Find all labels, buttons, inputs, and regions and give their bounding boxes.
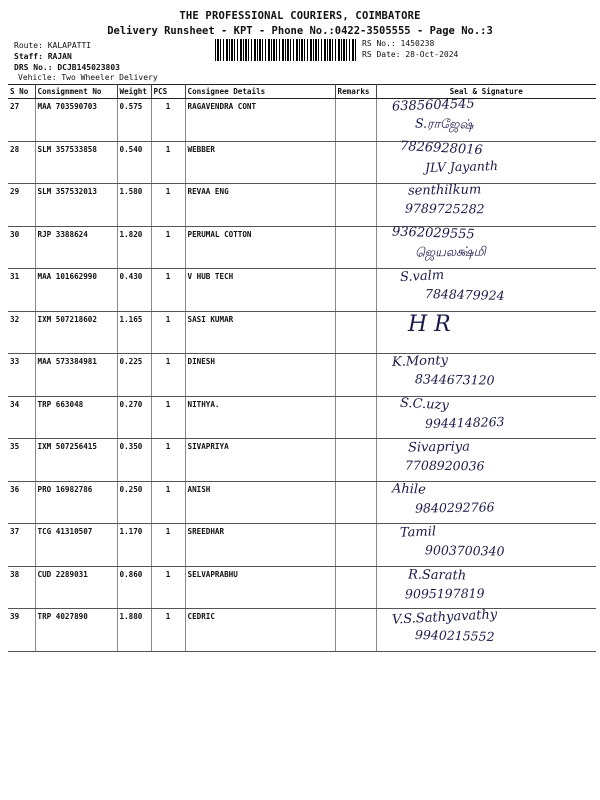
row-consignment-no: MAA 573384981: [35, 354, 117, 397]
rs-no-value: 1450238: [400, 39, 435, 48]
staff-value: RAJAN: [47, 52, 72, 61]
handwritten-signature: Tamil: [399, 524, 437, 541]
row-pcs: 1: [151, 354, 185, 397]
row-weight: 0.270: [117, 396, 151, 439]
row-remarks: [335, 269, 376, 312]
row-consignment-no: TRP 4027890: [35, 609, 117, 652]
vehicle-line: [18, 73, 158, 84]
row-sno: 30: [8, 226, 35, 269]
row-weight: 0.250: [117, 481, 151, 524]
table-row: [8, 99, 596, 142]
handwritten-phone: ஜெயலக்ஷ்மி: [414, 243, 487, 260]
row-consignee: PERUMAL COTTON: [185, 226, 335, 269]
handwritten-phone: 9940215552: [414, 627, 495, 645]
table-row: [8, 396, 596, 439]
col-header-signature: Seal & Signature: [376, 85, 596, 99]
col-header-sno: S No: [8, 85, 35, 99]
row-sno: 28: [8, 141, 35, 184]
row-weight: 0.860: [117, 566, 151, 609]
handwritten-phone: 9095197819: [404, 585, 485, 602]
row-sno: 29: [8, 184, 35, 227]
row-consignment-no: IXM 507218602: [35, 311, 117, 354]
row-weight: 0.575: [117, 99, 151, 142]
row-remarks: [335, 226, 376, 269]
staff-line: [14, 52, 72, 63]
rs-date-label: RS Date:: [362, 50, 401, 59]
col-header-remarks: Remarks: [335, 85, 376, 99]
row-remarks: [335, 141, 376, 184]
row-remarks: [335, 566, 376, 609]
row-consignee: REVAA ENG: [185, 184, 335, 227]
table-row: [8, 184, 596, 227]
row-remarks: [335, 99, 376, 142]
runsheet-subtitle: Delivery Runsheet - KPT - Phone No.:0422-3505555 - Page No.:3: [107, 25, 493, 37]
row-remarks: [335, 396, 376, 439]
barcode-image: [215, 39, 357, 61]
handwritten-signature: 6385604545: [391, 96, 475, 115]
table-row: [8, 439, 596, 482]
row-sno: 31: [8, 269, 35, 312]
row-consignment-no: SLM 357533858: [35, 141, 117, 184]
table-row: [8, 269, 596, 312]
handwritten-phone: 9840292766: [414, 499, 495, 516]
handwritten-phone: 9944148263: [424, 413, 505, 431]
row-consignment-no: TRP 663048: [35, 396, 117, 439]
row-weight: 0.430: [117, 269, 151, 312]
handwritten-signature: 9362029555: [391, 224, 475, 243]
row-consignee: DINESH: [185, 354, 335, 397]
row-consignment-no: IXM 507256415: [35, 439, 117, 482]
handwritten-signature: Ahile: [391, 481, 427, 498]
rs-date-value: 28-Oct-2024: [405, 50, 459, 59]
row-remarks: [335, 184, 376, 227]
col-header-consignee: Consignee Details: [185, 85, 335, 99]
row-remarks: [335, 524, 376, 567]
row-pcs: 1: [151, 396, 185, 439]
table-row: [8, 226, 596, 269]
row-sno: 34: [8, 396, 35, 439]
row-consignment-no: MAA 703590703: [35, 99, 117, 142]
handwritten-phone: 7848479924: [424, 285, 505, 303]
row-consignee: SREEDHAR: [185, 524, 335, 567]
vehicle-label: Vehicle:: [18, 73, 57, 82]
row-sno: 27: [8, 99, 35, 142]
row-consignment-no: TCG 41310507: [35, 524, 117, 567]
drs-value: DCJB14502380З: [57, 63, 120, 72]
rs-date-line: [362, 50, 458, 61]
table-row: [8, 524, 596, 567]
row-pcs: 1: [151, 311, 185, 354]
row-consignment-no: RJP 3388624: [35, 226, 117, 269]
row-pcs: 1: [151, 524, 185, 567]
row-remarks: [335, 311, 376, 354]
row-pcs: 1: [151, 481, 185, 524]
row-remarks: [335, 354, 376, 397]
row-consignee: ANISH: [185, 481, 335, 524]
col-header-weight: Weight: [117, 85, 151, 99]
table-header-row: [8, 85, 596, 99]
row-weight: 1.820: [117, 226, 151, 269]
row-consignee: V HUB TECH: [185, 269, 335, 312]
row-consignee: NITHYA.: [185, 396, 335, 439]
handwritten-phone: 8344673120: [414, 371, 495, 388]
row-remarks: [335, 609, 376, 652]
row-pcs: 1: [151, 439, 185, 482]
table-row: [8, 566, 596, 609]
vehicle-value: Two Wheeler Delivery: [61, 73, 158, 82]
rs-no-label: RS No.:: [362, 39, 396, 48]
row-weight: 0.540: [117, 141, 151, 184]
row-weight: 0.350: [117, 439, 151, 482]
handwritten-signature: S.valm: [399, 267, 445, 285]
row-consignment-no: CUD 2289031: [35, 566, 117, 609]
row-pcs: 1: [151, 226, 185, 269]
table-row: [8, 354, 596, 397]
row-sno: 37: [8, 524, 35, 567]
row-consignee: SASI KUMAR: [185, 311, 335, 354]
row-consignee: WEBBER: [185, 141, 335, 184]
row-weight: 0.225: [117, 354, 151, 397]
row-weight: 1.880: [117, 609, 151, 652]
rs-no-line: [362, 39, 434, 50]
row-sno: 32: [8, 311, 35, 354]
row-pcs: 1: [151, 99, 185, 142]
handwritten-signature: V.S.Sathyavathy: [391, 607, 498, 629]
row-sno: 38: [8, 566, 35, 609]
row-weight: 1.165: [117, 311, 151, 354]
handwritten-signature: Sivapriya: [407, 439, 471, 456]
handwritten-signature: R.Sarath: [407, 567, 467, 584]
col-header-consignment: Consignment No: [35, 85, 117, 99]
row-sno: 35: [8, 439, 35, 482]
row-consignee: SIVAPRIYA: [185, 439, 335, 482]
row-consignment-no: MAA 101662990: [35, 269, 117, 312]
row-weight: 1.580: [117, 184, 151, 227]
row-pcs: 1: [151, 566, 185, 609]
row-remarks: [335, 439, 376, 482]
row-pcs: 1: [151, 269, 185, 312]
row-sno: 39: [8, 609, 35, 652]
handwritten-signature: H R: [408, 311, 451, 337]
row-consignment-no: SLM 357532013: [35, 184, 117, 227]
drs-label: DRS No.:: [14, 63, 53, 72]
route-label: Route:: [14, 41, 43, 50]
row-pcs: 1: [151, 609, 185, 652]
row-pcs: 1: [151, 141, 185, 184]
handwritten-phone: 7708920036: [404, 457, 485, 473]
runsheet-table: [8, 84, 596, 652]
handwritten-signature: S.C.uzy: [399, 395, 450, 414]
drs-line: [14, 63, 120, 74]
col-header-pcs: PCS: [151, 85, 185, 99]
handwritten-signature: 7826928016: [399, 138, 484, 158]
row-consignee: RAGAVENDRA CONT: [185, 99, 335, 142]
row-weight: 1.170: [117, 524, 151, 567]
table-row: [8, 481, 596, 524]
row-consignee: CEDRIC: [185, 609, 335, 652]
runsheet-title: THE PROFESSIONAL COURIERS, COIMBATORE: [179, 10, 421, 22]
handwritten-phone: JLV Jayanth: [424, 157, 499, 175]
row-pcs: 1: [151, 184, 185, 227]
handwritten-phone: 9003700340: [424, 542, 505, 559]
handwritten-phone: S.ராஜேஷ்: [414, 115, 474, 132]
row-remarks: [335, 481, 376, 524]
row-sno: 36: [8, 481, 35, 524]
handwritten-signature: K.Monty: [391, 353, 449, 371]
staff-label: Staff:: [14, 52, 43, 61]
table-row: [8, 609, 596, 652]
row-consignee: SELVAPRABHU: [185, 566, 335, 609]
handwritten-phone: 9789725282: [404, 201, 485, 217]
row-consignment-no: PRO 16982786: [35, 481, 117, 524]
route-value: KALAPATTI: [47, 41, 92, 50]
table-row: [8, 141, 596, 184]
table-row: [8, 311, 596, 354]
handwritten-signature: senthilkum: [407, 182, 482, 200]
row-sno: 33: [8, 354, 35, 397]
route-line: [14, 41, 91, 52]
